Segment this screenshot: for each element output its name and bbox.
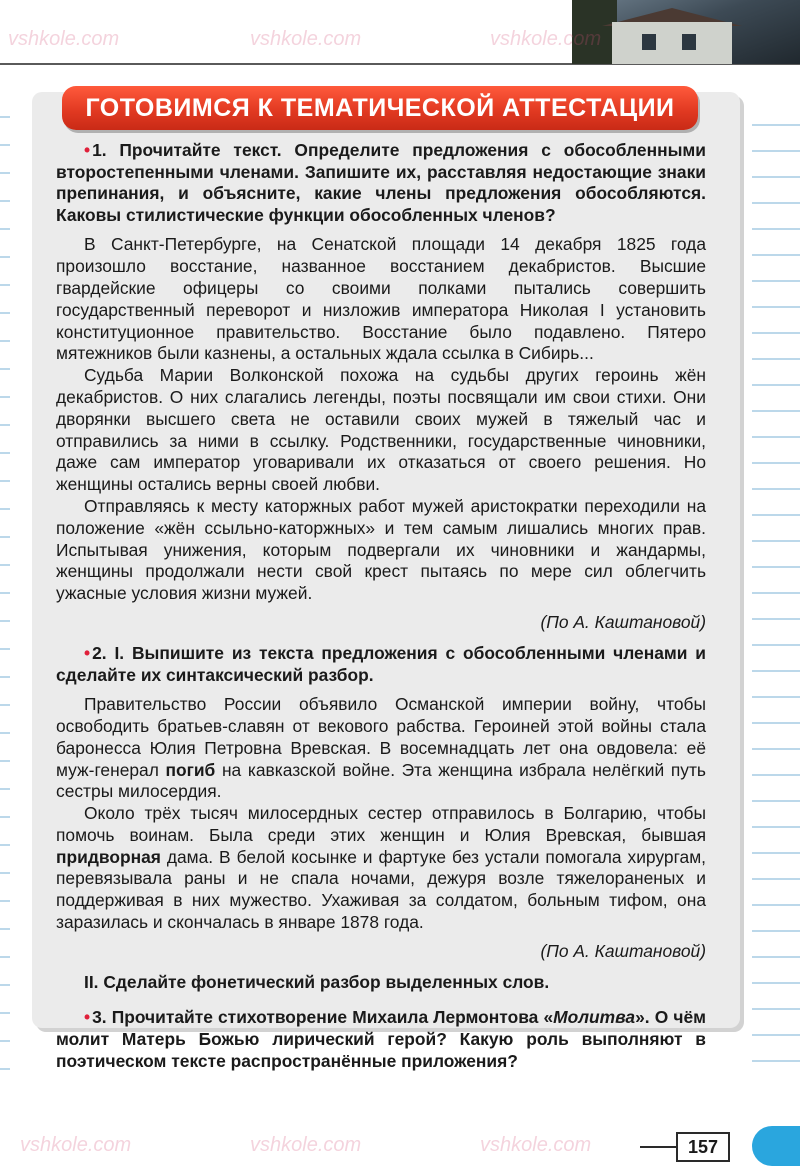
text-fragment: Правительство России объявило Османской империи войну, чтобы освободить братьев-славян от векового рабства. Героиней этой войны стала баронесса Юлия Петровна Вревская. В восемнадцать лет она овдовела: её муж-генерал xyxy=(56,694,706,780)
task-3-text: 3. Прочитайте стихотворение Михаила Лермонтова « xyxy=(92,1007,554,1028)
page-tab xyxy=(752,1126,800,1166)
header-photo xyxy=(572,0,800,64)
task-1-source: (По А. Каштановой) xyxy=(540,611,706,632)
highlighted-word: погиб xyxy=(165,759,216,780)
watermark: vshkole.com xyxy=(250,28,362,50)
task-1-prompt xyxy=(56,140,706,226)
photo-window xyxy=(682,34,696,50)
watermark: vshkole.com xyxy=(8,28,120,50)
task-2-paragraph xyxy=(56,803,706,934)
task-1-paragraph: Судьба Марии Волконской похожа на судьбы других героинь жён декабристов. О них слагались легенды, поэты посвящали им свои стихи. Они дворянки высшего света не оставили своих мужей в тяжелый час и отправились за ними в ссылку. Родственники, государственные чиновники, даже сам император уговаривали их отказаться от своего решения. Но женщины остались верны своей любви. xyxy=(56,365,706,495)
highlighted-word: придворная xyxy=(56,846,161,867)
task-3-text: ». О чём молит Матерь Божью лирический герой? Какую роль выполняют в поэтическом тексте распространённые приложения? xyxy=(56,1007,707,1071)
page-number-line xyxy=(640,1146,676,1148)
left-margin-lines xyxy=(0,90,10,1080)
task-bullet: • xyxy=(84,1007,91,1028)
watermark: vshkole.com xyxy=(250,1134,362,1156)
task-bullet: • xyxy=(84,642,91,663)
photo-window xyxy=(642,34,656,50)
text-fragment: на кавказской войне. Эта женщина избрала нелёгкий путь сестры милосердия. xyxy=(56,759,706,802)
task-bullet: • xyxy=(84,140,91,160)
margin-lines xyxy=(752,100,800,1080)
task-2-source: (По А. Каштановой) xyxy=(540,940,706,961)
task-1-paragraph: В Санкт-Петербурге, на Сенатской площади 14 декабря 1825 года произошло восстание, названное восстанием декабристов. Высшие гвардейские офицеры со своими полками пытались совершить государственный переворот и низложив императора Николая I установить конституционное правительство. Восстание было подавлено. Пятеро мятежников были казнены, а остальных ждала ссылка в Сибирь... xyxy=(56,234,706,364)
task-2-part-2: II. Сделайте фонетический разбор выделенных слов. xyxy=(84,971,550,992)
task-1-paragraph: Отправляясь к месту каторжных работ мужей аристократки переходили на положение «жён ссыльно-каторжных» и тем самым лишались многих прав. Испытывая унижения, которым подвергали их чиновники и жандармы, женщины продолжали нести свой крест пытаясь по мере сил облегчить ужасные условия жизни мужей. xyxy=(56,495,706,604)
watermark: vshkole.com xyxy=(20,1134,132,1156)
task-2-prompt xyxy=(56,643,706,686)
text-fragment: дама. В белой косынке и фартуке без устали помогала хирургам, перевязывала раны и не спала ночами, дежуря возле тяжелораненых и поддерживая в них мужество. Ухаживая за солдатом, больным тифом, она заразилась и скончалась в январе 1878 года. xyxy=(56,846,706,933)
watermark: vshkole.com xyxy=(480,1134,592,1156)
exercise-content xyxy=(56,140,706,1080)
text-fragment: Около трёх тысяч милосердных сестер отправилось в Болгарию, чтобы помочь воинам. Была среди этих женщин и Юлия Вревская, бывшая xyxy=(56,803,706,845)
poem-title: Молитва xyxy=(553,1007,636,1028)
task-2-text: 2. I. Выпишите из текста предложения с обособленными членами и сделайте их синтаксический разбор. xyxy=(56,642,706,685)
task-1-text: 1. Прочитайте текст. Определите предложения с обособленными второстепенными членами. Запишите их, расставляя недостающие знаки препинания, и объясните, какие члены предложения обособляются. Каковы стилистические функции обособленных членов? xyxy=(56,140,706,225)
section-banner: ГОТОВИМСЯ К ТЕМАТИЧЕСКОЙ АТТЕСТАЦИИ xyxy=(62,86,698,130)
task-3-prompt xyxy=(56,1007,706,1072)
photo-house xyxy=(612,22,732,64)
watermark: vshkole.com xyxy=(490,28,602,50)
page-number: 157 xyxy=(676,1132,730,1162)
task-2-paragraph xyxy=(56,694,706,803)
